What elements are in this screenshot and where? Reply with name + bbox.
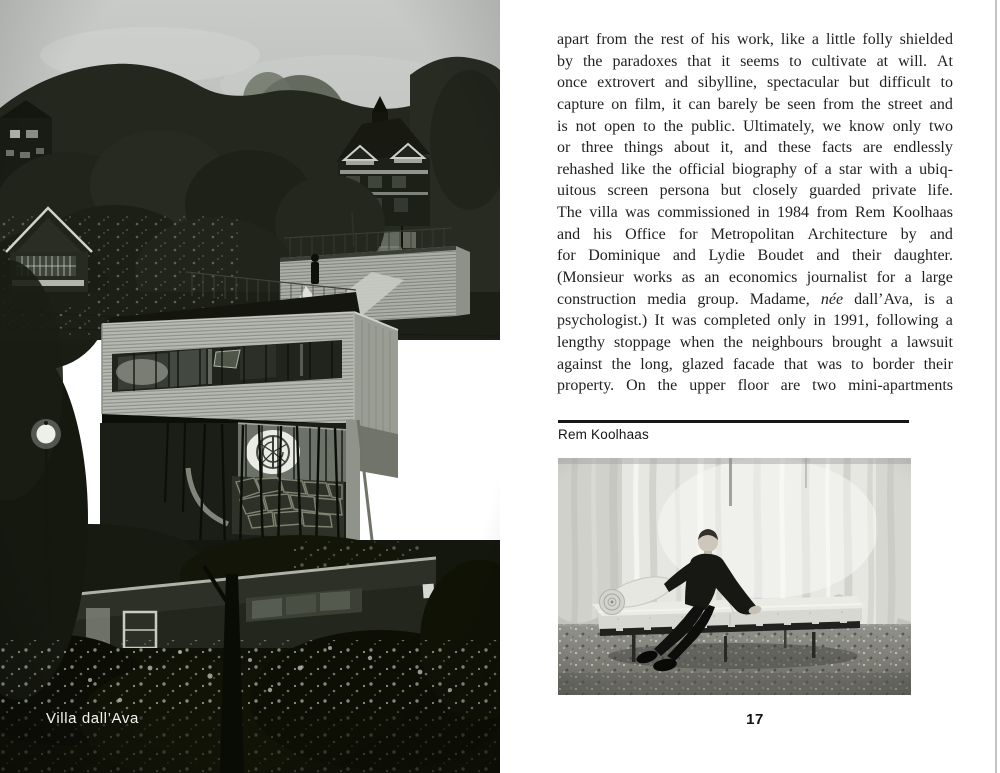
text-line xyxy=(557,182,953,204)
word: commissioned xyxy=(657,204,750,222)
word: capture xyxy=(557,95,605,113)
word: to xyxy=(643,117,656,135)
word: by xyxy=(900,225,917,243)
word: but xyxy=(720,182,742,200)
word: journalist xyxy=(806,269,868,287)
word: At xyxy=(936,52,953,70)
word: villa xyxy=(589,204,618,222)
word: from xyxy=(822,95,854,113)
word: psychologist.) xyxy=(557,312,648,330)
word: shielded xyxy=(899,31,953,48)
word: Madame, xyxy=(749,290,810,308)
text-line xyxy=(557,139,953,161)
word: for xyxy=(876,269,896,287)
word: against xyxy=(557,355,603,373)
word: a xyxy=(890,333,898,351)
page-number: 17 xyxy=(746,711,764,728)
word: daughter. xyxy=(893,247,953,265)
word: was xyxy=(671,312,697,330)
word: street xyxy=(887,95,923,113)
word: for xyxy=(557,247,576,265)
word: these xyxy=(778,139,812,157)
text-line xyxy=(557,74,953,96)
word: (Monsieur xyxy=(557,269,624,287)
word: paradoxes xyxy=(612,52,678,70)
word: of xyxy=(690,31,705,48)
word: the xyxy=(663,117,684,135)
word: 1984 xyxy=(777,204,810,222)
figure-caption: Rem Koolhaas xyxy=(558,427,649,442)
word: barely xyxy=(717,95,758,113)
text-line xyxy=(557,312,953,334)
word: closely xyxy=(752,182,798,200)
body-text xyxy=(557,31,953,399)
word: his xyxy=(711,31,730,48)
word: ubiq- xyxy=(919,160,953,178)
word: a xyxy=(945,290,953,308)
word: rehashed xyxy=(557,160,614,178)
word: and xyxy=(557,225,581,243)
word: public. xyxy=(691,117,736,135)
word: apart xyxy=(557,31,589,48)
word: works xyxy=(633,269,673,287)
word: that xyxy=(687,52,712,70)
word: two xyxy=(812,377,837,395)
word: sibylline, xyxy=(697,74,758,92)
word: biography xyxy=(732,160,797,178)
word: official xyxy=(678,160,725,178)
word: for xyxy=(678,225,698,243)
word: about xyxy=(674,139,710,157)
word: guarded xyxy=(809,182,861,200)
word: their xyxy=(852,247,882,265)
word: an xyxy=(704,269,720,287)
word: extrovert xyxy=(597,74,655,92)
word: three xyxy=(581,139,614,157)
word: Koolhaas xyxy=(892,204,953,222)
word: long, xyxy=(640,355,673,373)
word: the xyxy=(861,95,881,113)
word: border xyxy=(872,355,915,373)
word: Rem xyxy=(854,204,886,222)
word: dall’Ava, xyxy=(854,290,913,308)
word: cultivate xyxy=(811,52,867,70)
word: of xyxy=(804,160,818,178)
word: completed xyxy=(703,312,771,330)
word: like xyxy=(780,31,805,48)
word: and xyxy=(744,139,768,157)
word: large xyxy=(921,269,953,287)
word: the xyxy=(657,377,678,395)
word: a xyxy=(945,312,953,330)
word: facts xyxy=(821,139,853,157)
word: seen xyxy=(787,95,816,113)
word: upper xyxy=(689,377,726,395)
word: and xyxy=(664,74,688,92)
text-line xyxy=(557,96,953,118)
word: the xyxy=(582,52,603,70)
word: to xyxy=(789,52,802,70)
word: lengthy xyxy=(557,333,605,351)
text-line xyxy=(557,269,953,291)
word: only xyxy=(892,117,922,135)
word: are xyxy=(862,139,883,157)
word: economics xyxy=(728,269,798,287)
word: their xyxy=(923,355,953,373)
word: know xyxy=(849,117,885,135)
word: spectacular xyxy=(766,74,839,92)
text-line xyxy=(557,356,953,378)
word: like xyxy=(621,160,646,178)
word: seems xyxy=(740,52,780,70)
word: from xyxy=(816,204,848,222)
word: glazed xyxy=(681,355,724,373)
word: is xyxy=(924,290,935,308)
text-line xyxy=(557,161,953,183)
word: it, xyxy=(720,139,734,157)
text-line xyxy=(557,377,953,399)
word: private xyxy=(871,182,917,200)
word: was xyxy=(816,355,842,373)
right-page xyxy=(500,0,1000,773)
word: Architecture xyxy=(807,225,888,243)
word: uitous xyxy=(557,182,597,200)
word: can xyxy=(688,95,711,113)
word: Boudet xyxy=(757,247,804,265)
word: née xyxy=(820,290,844,308)
word: and xyxy=(816,247,840,265)
word: or xyxy=(557,139,571,157)
word: it xyxy=(672,95,682,113)
word: a xyxy=(824,160,832,178)
word: a xyxy=(904,160,912,178)
word: Office xyxy=(625,225,666,243)
word: on xyxy=(611,95,628,113)
text-line xyxy=(557,226,953,248)
word: star xyxy=(838,160,863,178)
word: 1991, xyxy=(833,312,870,330)
word: neighbours xyxy=(751,333,823,351)
word: to xyxy=(851,355,864,373)
word: following xyxy=(876,312,939,330)
word: On xyxy=(626,377,646,395)
word: a xyxy=(904,269,912,287)
word: Ultimately, xyxy=(743,117,815,135)
word: open xyxy=(604,117,636,135)
word: and xyxy=(929,95,953,113)
word: difficult xyxy=(879,74,931,92)
word: with xyxy=(869,160,898,178)
word: two xyxy=(928,117,953,135)
word: media xyxy=(647,290,687,308)
word: the xyxy=(652,160,672,178)
word: we xyxy=(822,117,842,135)
word: to xyxy=(940,74,953,92)
word: little xyxy=(826,31,856,48)
word: rest xyxy=(660,31,684,48)
word: will. xyxy=(898,52,927,70)
word: persona xyxy=(659,182,710,200)
word: it xyxy=(721,52,731,70)
word: be xyxy=(764,95,781,113)
left-photo-caption: Villa dall’Ava xyxy=(46,710,139,727)
word: brought xyxy=(831,333,882,351)
word: is xyxy=(557,117,568,135)
word: the xyxy=(634,31,654,48)
word: the xyxy=(723,333,743,351)
word: but xyxy=(848,74,870,92)
page-edge-line xyxy=(995,0,997,773)
text-line xyxy=(557,31,953,53)
word: endlessly xyxy=(893,139,953,157)
word: lawsuit xyxy=(906,333,953,351)
word: at xyxy=(876,52,889,70)
word: stoppage xyxy=(613,333,671,351)
word: and xyxy=(672,247,696,265)
word: work, xyxy=(736,31,774,48)
word: film, xyxy=(634,95,666,113)
word: not xyxy=(575,117,597,135)
word: and xyxy=(929,225,953,243)
word: mini-apartments xyxy=(848,377,953,395)
word: property. xyxy=(557,377,615,395)
text-line xyxy=(557,118,953,140)
word: from xyxy=(596,31,628,48)
word: life. xyxy=(927,182,953,200)
figure-rule xyxy=(558,420,909,423)
word: in xyxy=(757,204,770,222)
word: the xyxy=(611,355,632,373)
text-line xyxy=(557,334,953,356)
text-line xyxy=(557,204,953,226)
rem-koolhaas-photo-svg xyxy=(558,458,911,695)
word: Dominique xyxy=(588,247,661,265)
word: Metropolitan xyxy=(710,225,795,243)
word: a xyxy=(811,31,819,48)
word: once xyxy=(557,74,588,92)
word: when xyxy=(679,333,715,351)
word: Lydie xyxy=(708,247,745,265)
vignette xyxy=(558,458,911,695)
word: in xyxy=(813,312,826,330)
word: by xyxy=(557,52,573,70)
word: only xyxy=(777,312,807,330)
word: facade xyxy=(732,355,775,373)
word: are xyxy=(780,377,801,395)
rem-koolhaas-photo xyxy=(558,458,911,695)
word: construction xyxy=(557,290,637,308)
word: was xyxy=(625,204,650,222)
word: The xyxy=(557,204,582,222)
text-line xyxy=(557,53,953,75)
word: folly xyxy=(862,31,893,48)
word: that xyxy=(783,355,808,373)
text-line xyxy=(557,291,953,313)
word: floor xyxy=(737,377,769,395)
word: group. xyxy=(697,290,739,308)
word: as xyxy=(681,269,695,287)
word: his xyxy=(593,225,612,243)
text-line xyxy=(557,247,953,269)
word: screen xyxy=(607,182,649,200)
word: It xyxy=(654,312,665,330)
word: things xyxy=(624,139,664,157)
